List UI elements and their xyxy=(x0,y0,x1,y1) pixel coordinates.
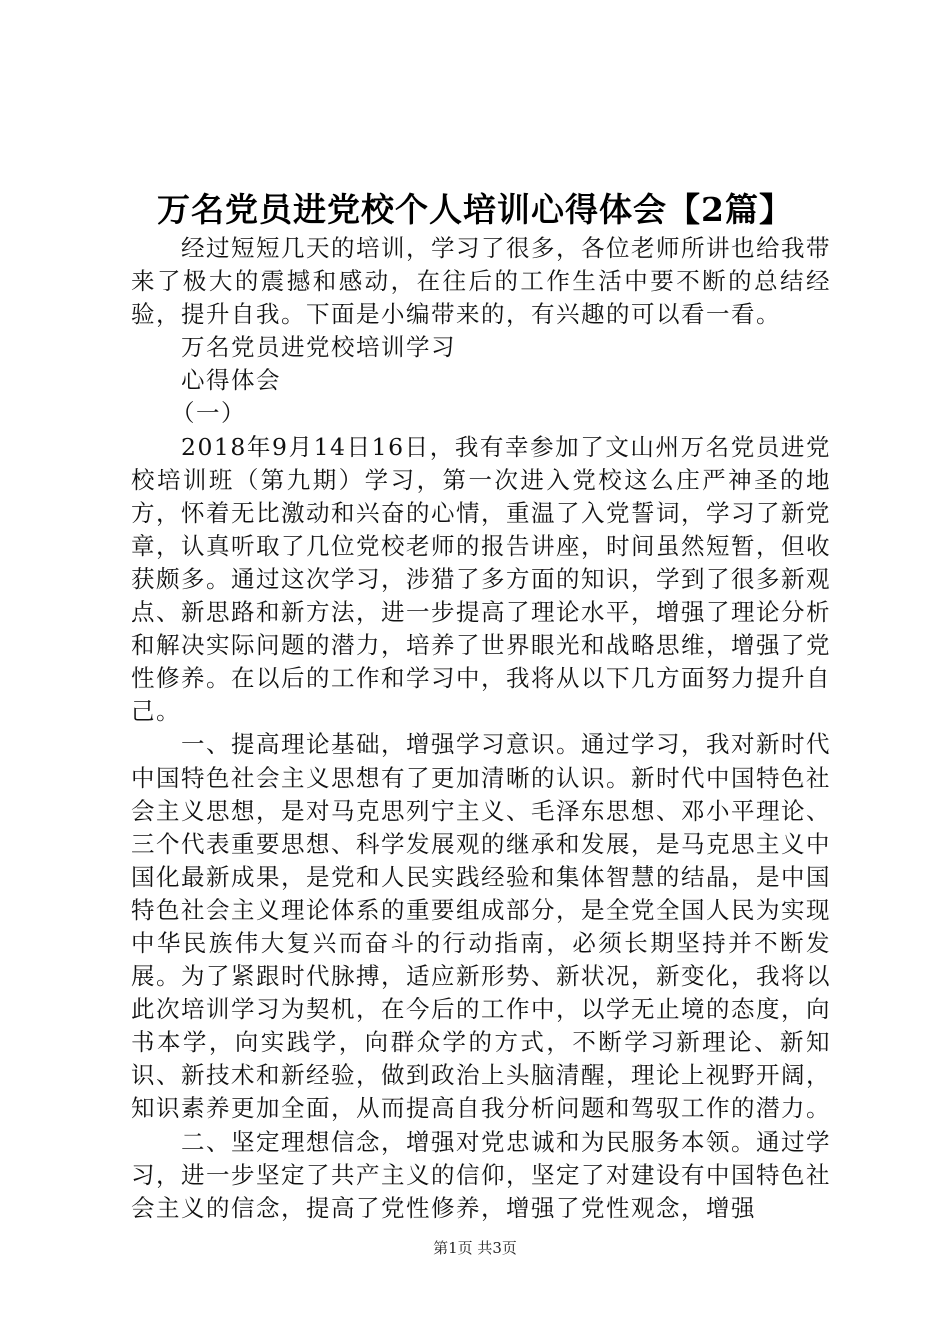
section-heading-line-2: 心得体会 xyxy=(181,366,281,395)
section-heading-line-1: 万名党员进党校培训学习 xyxy=(181,333,456,362)
document-body xyxy=(131,232,831,1225)
page-number-footer: 第1页 共3页 xyxy=(433,1239,517,1257)
intro-paragraph: 经过短短几天的培训，学习了很多，各位老师所讲也给我带来了极大的震撼和感动，在往后的工作生活中要不断的总结经验，提升自我。下面是小编带来的，有兴趣的可以看一看。 xyxy=(131,234,831,329)
document-title: 万名党员进党校个人培训心得体会【2篇】 xyxy=(157,190,793,229)
body-paragraph: 一、提高理论基础，增强学习意识。通过学习，我对新时代中国特色社会主义思想有了更加清晰的认识。新时代中国特色社会主义思想，是对马克思列宁主义、毛泽东思想、邓小平理论、三个代表重要思想、科学发展观的继承和发展，是马克思主义中国化最新成果，是党和人民实践经验和集体智慧的结晶，是中国特色社会主义理论体系的重要组成部分，是全党全国人民为实现中华民族伟大复兴而奋斗的行动指南，必须长期坚持并不断发展。为了紧跟时代脉搏，适应新形势、新状况，新变化，我将以此次培训学习为契机，在今后的工作中，以学无止境的态度，向书本学，向实践学，向群众学的方式，不断学习新理论、新知识、新技术和新经验，做到政治上头脑清醒，理论上视野开阔，知识素养更加全面，从而提高自我分析问题和驾驭工作的潜力。 xyxy=(131,730,831,1123)
part-number: （一） xyxy=(171,399,246,428)
body-paragraph: 2018年9月14日16日，我有幸参加了文山州万名党员进党校培训班（第九期）学习，第一次进入党校这么庄严神圣的地方，怀着无比激动和兴奋的心情，重温了入党誓词，学习了新党章，认真听取了几位党校老师的报告讲座，时间虽然短暂，但收获颇多。通过这次学习，涉猎了多方面的知识，学到了很多新观点、新思路和新方法，进一步提高了理论水平，增强了理论分析和解决实际问题的潜力，培养了世界眼光和战略思维，增强了党性修养。在以后的工作和学习中，我将从以下几方面努力提升自己。 xyxy=(131,432,831,726)
body-paragraph: 二、坚定理想信念，增强对党忠诚和为民服务本领。通过学习，进一步坚定了共产主义的信仰，坚定了对建设有中国特色社会主义的信念，提高了党性修养，增强了党性观念，增强 xyxy=(131,1127,831,1222)
